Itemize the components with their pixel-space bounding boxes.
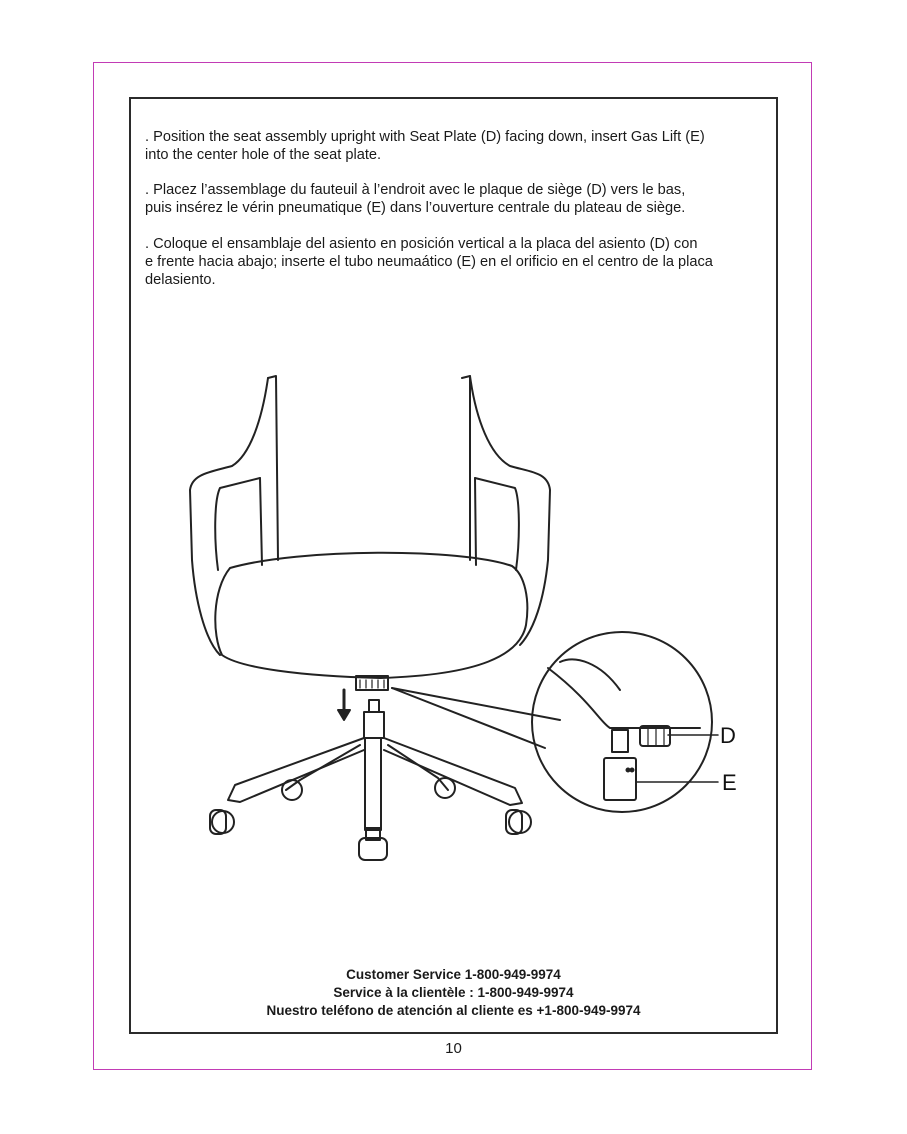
- label-d: D: [720, 723, 736, 748]
- customer-service-english: Customer Service 1-800-949-9974: [346, 967, 561, 982]
- chair-base: [210, 738, 531, 860]
- instruction-english: . Position the seat assembly upright with Seat Plate (D) facing down, insert Gas Lift (E) into the center hole of the seat plate.: [145, 129, 705, 163]
- chair-back-frame: [190, 376, 550, 655]
- page-number: 10: [445, 1040, 462, 1057]
- instruction-french: . Placez l’assemblage du fauteuil à l’endroit avec le plaque de siège (D) vers le bas, puis insérez le vérin pneumatique (E) dans l’ouverture centrale du plateau de siège.: [145, 182, 686, 216]
- seat-cushion: [215, 553, 527, 678]
- customer-service-spanish: Nuestro teléfono de atención al cliente es +1-800-949-9974: [266, 1003, 641, 1018]
- customer-service-french: Service à la clientèle : 1-800-949-9974: [333, 985, 574, 1000]
- insert-arrow-icon: [338, 690, 350, 720]
- gas-lift-e: [364, 700, 384, 830]
- zoom-callout: [392, 632, 718, 812]
- label-e: E: [722, 770, 737, 795]
- instruction-spanish: . Coloque el ensamblaje del asiento en posición vertical a la placa del asiento (D) con e frente hacia abajo; inserte el tubo neumaático (E) en el orificio en el centro de la placa delasiento.: [145, 236, 713, 288]
